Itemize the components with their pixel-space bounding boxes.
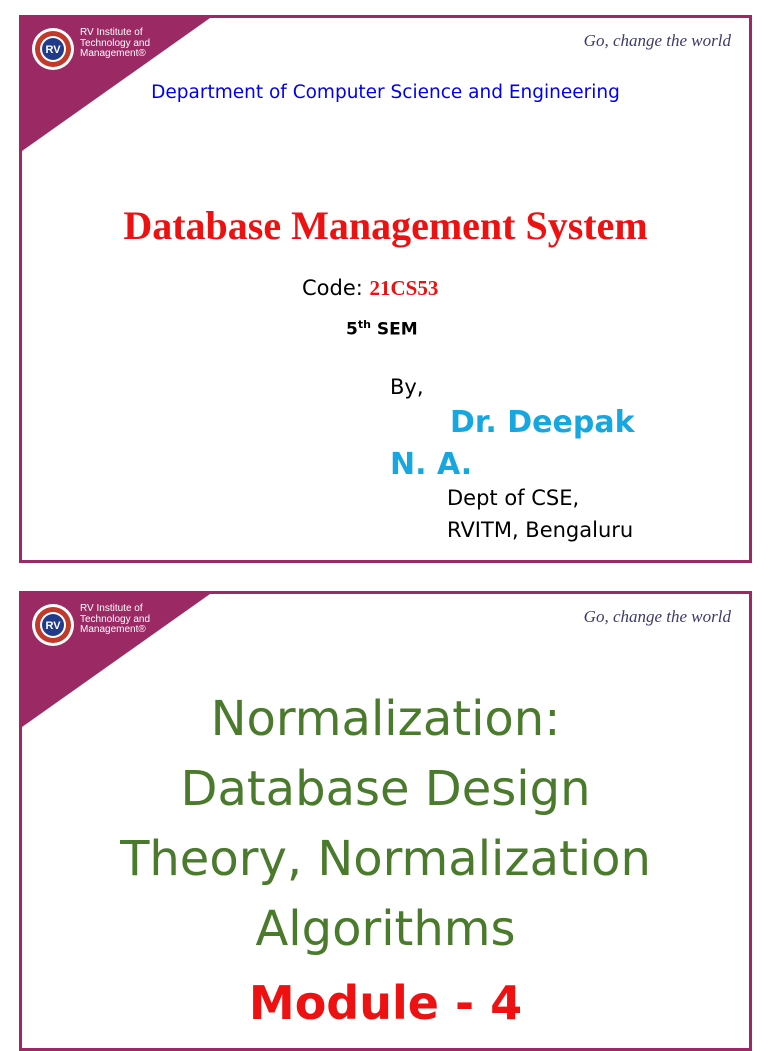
course-code: Code: 21CS53: [302, 276, 439, 300]
institute-name: RV Institute of Technology and Management®: [80, 603, 151, 635]
course-code-value: 21CS53: [369, 276, 439, 300]
topic-line: Algorithms: [255, 901, 516, 957]
author-name-line1: Dr. Deepak: [450, 405, 635, 440]
module-label: Module - 4: [248, 976, 523, 1030]
by-label: By,: [390, 375, 424, 399]
title-slide: [19, 15, 752, 563]
author-name-line2: N. A.: [390, 447, 473, 482]
semester: 5th SEM: [346, 318, 418, 340]
affiliation-line1: Dept of CSE,: [447, 486, 580, 510]
topic-line: Theory, Normalization: [120, 831, 651, 887]
topic-line: Database Design: [180, 761, 591, 817]
svg-text:RV: RV: [45, 44, 61, 56]
course-title: Database Management System: [123, 203, 648, 248]
department-name: Department of Computer Science and Engineering: [151, 82, 620, 103]
tagline: Go, change the world: [583, 607, 731, 626]
svg-text:RV: RV: [45, 620, 61, 632]
topic-title: [22, 684, 749, 964]
tagline: Go, change the world: [583, 31, 731, 50]
topic-line: Normalization:: [210, 691, 561, 747]
institute-logo-icon: [31, 27, 75, 71]
institute-logo-icon: [31, 603, 75, 647]
topic-slide: [19, 591, 752, 1051]
institute-name: RV Institute of Technology and Management®: [80, 27, 151, 59]
affiliation-line2: RVITM, Bengaluru: [447, 518, 634, 542]
